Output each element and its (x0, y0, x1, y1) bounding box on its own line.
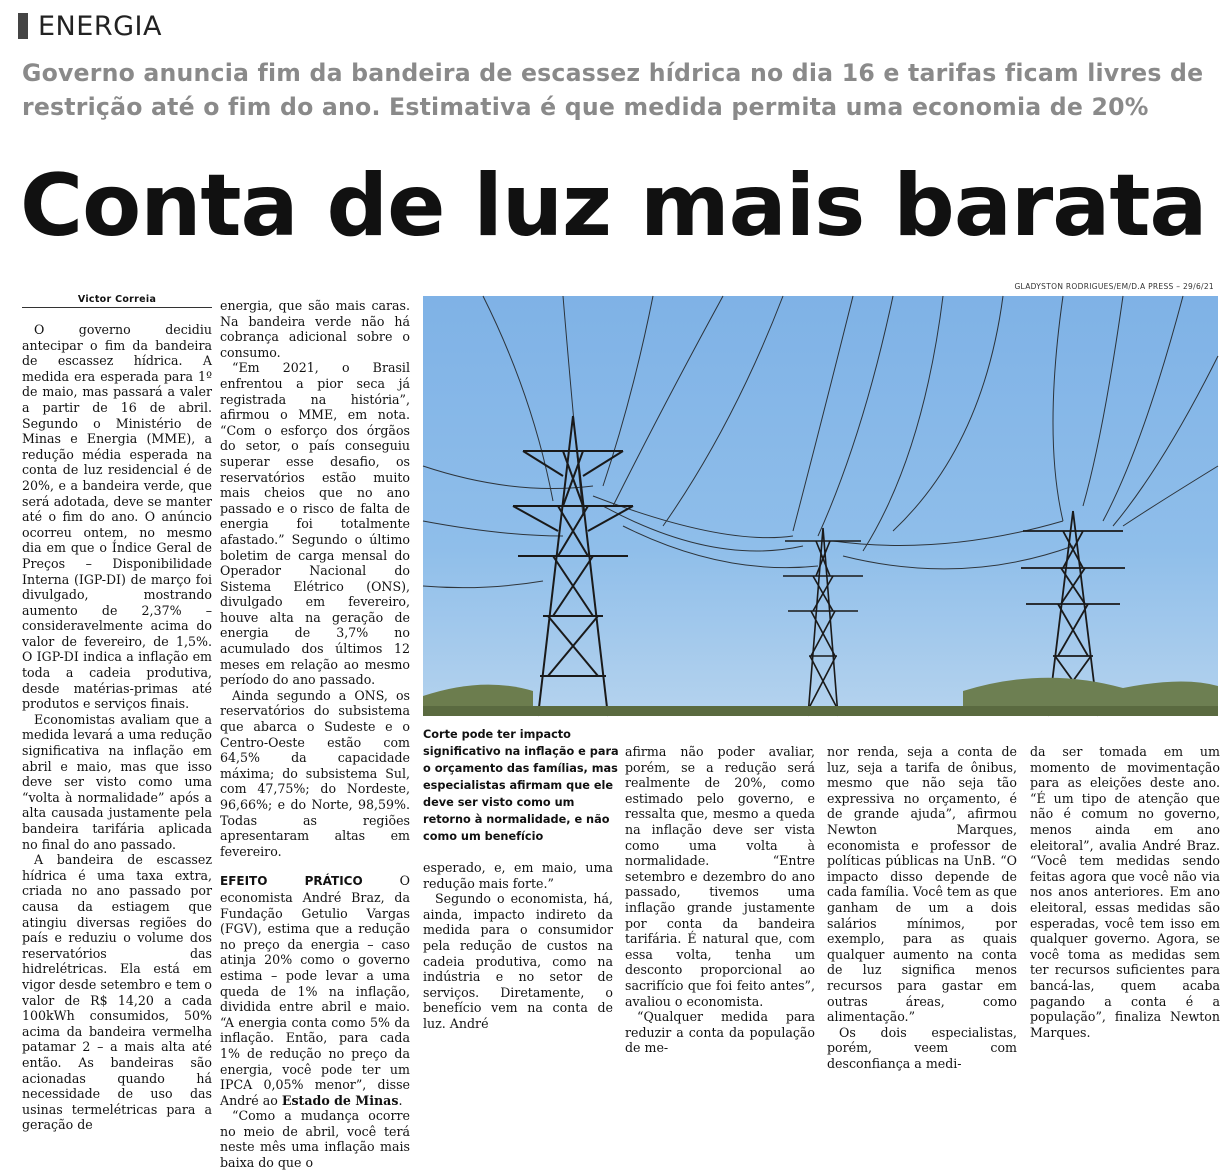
paragraph-end: . (398, 1092, 403, 1108)
paragraph: Os dois especialistas, porém, veem com desconfiança a medi- (827, 1024, 1017, 1071)
section-header (18, 10, 162, 42)
photo-power-towers (423, 296, 1218, 716)
paragraph: Economistas avaliam que a medida levará a uma redução significativa na inflação em abril e maio, mas que isso deve ser visto como uma “volta à normalidade” após a alta causada justamente pela bandeira tarifária aplicada no final do ano passado. (22, 711, 212, 852)
byline (22, 294, 212, 308)
byline-author: Victor Correia (77, 294, 157, 305)
paragraph: afirma não poder avaliar, porém, se a redução será realmente de 20%, como estimado pelo governo, e ressalta que, mesmo a queda na inflação deve ser vista como uma volta à normalidade. “Entre setembro e dezembro do ano passado, tivemos uma inflação grande justamente por conta da bandeira tarifária. É natural que, com essa volta, tenha um desconto proporcional ao sacrifício que foi feito antes”, avaliou o economista. (625, 744, 815, 1009)
newspaper-name: Estado de Minas (281, 1092, 399, 1108)
article-column-1 (22, 322, 212, 1133)
headline: Conta de luz mais barata (20, 156, 1207, 256)
paragraph-text: O economista André Braz, da Fundação Getulio Vargas (FGV), estima que a redução no preço da energia – caso atinja 20% como o governo estima – pode levar a uma queda de 1% na inflação, dividida entre abril e maio. “A energia conta como 5% da inflação. Então, para cada 1% de redução no preço da energia, você pode ter um IPCA 0,05% menor”, disse André ao (220, 873, 410, 1108)
paragraph-with-subhead (220, 873, 410, 1108)
paragraph: “Em 2021, o Brasil enfrentou a pior seca já registrada na história”, afirmou o MME, em nota. “Com o esforço dos órgãos do setor, o país conseguiu superar esse desafio, os reservatórios estão muito mais cheios que no ano passado e o risco de falta de energia foi totalmente afastado.” Segundo o último boletim de carga mensal do Operador Nacional do Sistema Elétrico (ONS), divulgado em fevereiro, houve alta na geração de energia de 3,7% no acumulado dos últimos 12 meses em relação ao mesmo período do ano passado. (220, 360, 410, 688)
deck-subtitle: Governo anuncia fim da bandeira de escassez hídrica no dia 16 e tarifas ficam livres de restrição até o fim do ano. Estimativa é que medida permita uma economia de 20% (22, 59, 1204, 121)
paragraph: esperado, e, em maio, uma redução mais forte.” (423, 860, 613, 891)
paragraph: “Como a mudança ocorre no meio de abril, você terá neste mês uma inflação mais baixa do que o (220, 1108, 410, 1171)
photo-caption: Corte pode ter impacto significativo na inflação e para o orçamento das famílias, mas especialistas afirmam que ele deve ser visto como um retorno à normalidade, e não como um benefício (423, 728, 619, 843)
paragraph: Ainda segundo a ONS, os reservatórios do subsistema que abarca o Sudeste e o Centro-Oeste estão com 64,5% da capacidade máxima; do subsistema Sul, com 47,75%; do Nordeste, 96,66%; e do Norte, 98,59%. Todas as regiões apresentaram altas em fevereiro. (220, 687, 410, 859)
paragraph: “Qualquer medida para reduzir a conta da população de me- (625, 1009, 815, 1056)
paragraph: Segundo o economista, há, ainda, impacto indireto da medida para o consumidor pela redução de custos na cadeia produtiva, como na indústria e no setor de serviços. Diretamente, o benefício vem na conta de luz. André (423, 891, 613, 1031)
section-marker (18, 13, 28, 39)
paragraph: da ser tomada em um momento de movimentação para as eleições deste ano. “É um tipo de atenção que não é comum no governo, menos ainda em ano eleitoral”, avalia André Braz. “Você tem medidas sendo feitas agora que você não via nos anos anteriores. Em ano eleitoral, essas medidas são esperadas, você tem isso em qualquer governo. Agora, se você toma as medidas sem ter recursos suficientes para bancá-las, quem acaba pagando a conta é a população”, finaliza Newton Marques. (1030, 744, 1220, 1040)
article-column-3 (423, 860, 613, 1032)
subhead-efeito-pratico: EFEITO PRÁTICO (220, 874, 363, 889)
article-column-4 (625, 744, 815, 1056)
article-column-5 (827, 744, 1017, 1071)
paragraph: energia, que são mais caras. Na bandeira verde não há cobrança adicional sobre o consumo. (220, 298, 410, 360)
paragraph: nor renda, seja a conta de luz, seja a tarifa de ônibus, mesmo que não seja tão expressiva no orçamento, é de grande ajuda”, afirmou Newton Marques, economista e professor de políticas públicas na UnB. “O impacto disso depende de cada família. Você tem as que ganham de um a dois salários mínimos, por exemplo, para as quais qualquer aumento na conta de luz significa menos recursos para gastar em outras áreas, como alimentação.” (827, 744, 1017, 1025)
paragraph: A bandeira de escassez hídrica é uma taxa extra, criada no ano passado por causa da estiagem que atingiu diversas regiões do país e reduziu o volume dos reservatórios das hidrelétricas. Ela está em vigor desde setembro e tem o valor de R$ 14,20 a cada 100kWh consumidos, 50% acima da bandeira vermelha patamar 2 – a mais alta até então. As bandeiras são acionadas quando há necessidade de uso das usinas termelétricas para a geração de (22, 852, 212, 1133)
paragraph: O governo decidiu antecipar o fim da bandeira de escassez hídrica. A medida era esperada para 1º de maio, mas passará a valer a partir de 16 de abril. Segundo o Ministério de Minas e Energia (MME), a redução média esperada na conta de luz residencial é de 20%, e a bandeira verde, que será adotada, deve se manter até o fim do ano. O anúncio ocorreu ontem, no mesmo dia em que o Índice Geral de Preços – Disponibilidade Interna (IGP-DI) de março foi divulgado, mostrando aumento de 2,37% – consideravelmente acima do valor de fevereiro, de 1,5%. O IGP-DI indica a inflação em toda a cadeia produtiva, desde matérias-primas até produtos e serviços finais. (22, 322, 212, 712)
section-label: ENERGIA (38, 10, 162, 42)
article-column-6 (1030, 744, 1220, 1040)
article-column-2 (220, 298, 410, 1171)
photo-credit: GLADYSTON RODRIGUES/EM/D.A PRESS – 29/6/21 (1014, 282, 1214, 291)
